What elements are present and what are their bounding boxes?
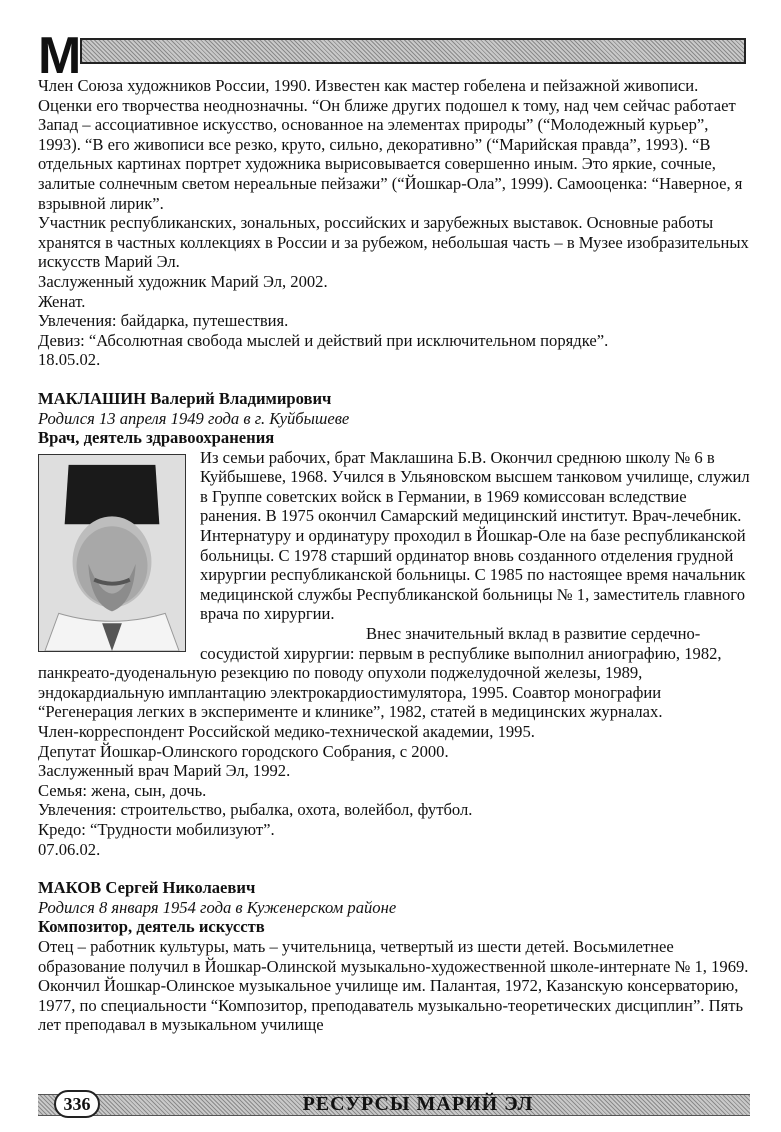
- entry-birth: Родился 8 января 1954 года в Куженерском районе: [38, 897, 397, 917]
- intro-paragraph: Заслуженный художник Марий Эл, 2002.: [38, 271, 328, 291]
- entry-role: Врач, деятель здравоохранения: [38, 428, 275, 448]
- entry-name: МАКЛАШИН Валерий Владимирович: [38, 388, 332, 408]
- intro-paragraph: Увлечения: байдарка, путешествия.: [38, 311, 289, 331]
- portrait-photo: [38, 454, 186, 652]
- intro-paragraph: Член Союза художников России, 1990. Известен как мастер гобелена и пейзажной живописи. Оценки его творчества неоднозначны. “Он ближе других подошел к тому, над чем сейчас работает Запад – ассоциативное искусство, основанное на элементах природы” (“Молодежный курьер”, 1993). “В его живописи все резко, круто, сильно, декоративно” (“Марийская правда”, 1993). “В отдельных картинах портрет художника вырисовывается совершенно иным. Это яркие, сочные, залитые солнечным светом нереальные пейзажи” (“Йошкар-Ола”, 1999). Самооценка: “Наверное, я взрывной лирик”.: [38, 76, 743, 213]
- entry-paragraph: Заслуженный врач Марий Эл, 1992.: [38, 761, 291, 781]
- page-footer: [38, 1090, 750, 1118]
- intro-paragraph: Девиз: “Абсолютная свобода мыслей и действий при исключительном порядке”.: [38, 330, 609, 350]
- entry-birth: Родился 13 апреля 1949 года в г. Куйбышеве: [38, 408, 350, 428]
- entry-paragraph: Увлечения: строительство, рыбалка, охота, волейбол, футбол.: [38, 800, 473, 820]
- publication-title: РЕСУРСЫ МАРИЙ ЭЛ: [302, 1093, 534, 1115]
- entry-paragraph: Семья: жена, сын, дочь.: [38, 780, 207, 800]
- page-number: 336: [54, 1090, 100, 1118]
- entry-paragraph: Внес значительный вклад в развитие сердечно-сосудистой хирургии: первым в республике выполнил аниографию, 1982, панкреато-дуоденальную резекцию по поводу опухоли поджелудочной железы, 1989, эндокардиальную имплантацию электрокардиостимулятора, 1995. Соавтор монографии “Регенерация легких в эксперименте и клинике”, 1982, статей в медицинских журналах.: [38, 624, 722, 722]
- entry-role: Композитор, деятель искусств: [38, 917, 265, 937]
- entry-name: МАКОВ Сергей Николаевич: [38, 878, 256, 898]
- page-content: [38, 76, 750, 1035]
- entry-date: 18.05.02.: [38, 350, 101, 370]
- entry-paragraph: Член-корреспондент Российской медико-технической академии, 1995.: [38, 722, 535, 741]
- entry-paragraph: Депутат Йошкар-Олинского городского Собрания, с 2000.: [38, 741, 449, 761]
- entry-paragraph: Из семьи рабочих, брат Маклашина Б.В. Окончил среднюю школу № 6 в Куйбышеве, 1968. Учился в Ульяновском высшем танковом училище, служил в Группе советских войск в Германии, в 1969 комиссован вследствие ранения. В 1975 окончил Самарский медицинский институт. Врач-лечебник. Интернатуру и ординатуру проходил в Йошкар-Оле на базе республиканской больницы. С 1978 старший ординатор вновь созданного отделения грудной хирургии республиканской больницы. С 1985 по настоящее время начальник медицинской службы Республиканской больницы № 1, заместитель главного врача по хирургии.: [200, 447, 750, 624]
- section-letter: М: [38, 27, 81, 85]
- entry-paragraph: Кредо: “Трудности мобилизуют”.: [38, 819, 275, 839]
- entry-date: 07.06.02.: [38, 839, 101, 859]
- intro-paragraph: Участник республиканских, зональных, российских и зарубежных выставок. Основные работы хранятся в частных коллекциях в России и за рубежом, небольшая часть – в Музее изобразительных искусств Марий Эл.: [38, 213, 749, 272]
- intro-paragraph: Женат.: [38, 291, 86, 311]
- header-decorative-bar: [80, 38, 746, 64]
- entry-paragraph: Отец – работник культуры, мать – учительница, четвертый из шести детей. Восьмилетнее образование получил в Йошкар-Олинской музыкально-художественной школе-интернате № 1, 1969. Окончил Йошкар-Олинское музыкальное училище им. Палантая, 1972, Казанскую консерваторию, 1977, по специальности “Композитор, преподаватель музыкально-теоретических дисциплин”. Пять лет преподавал в музыкальном училище: [38, 936, 749, 1035]
